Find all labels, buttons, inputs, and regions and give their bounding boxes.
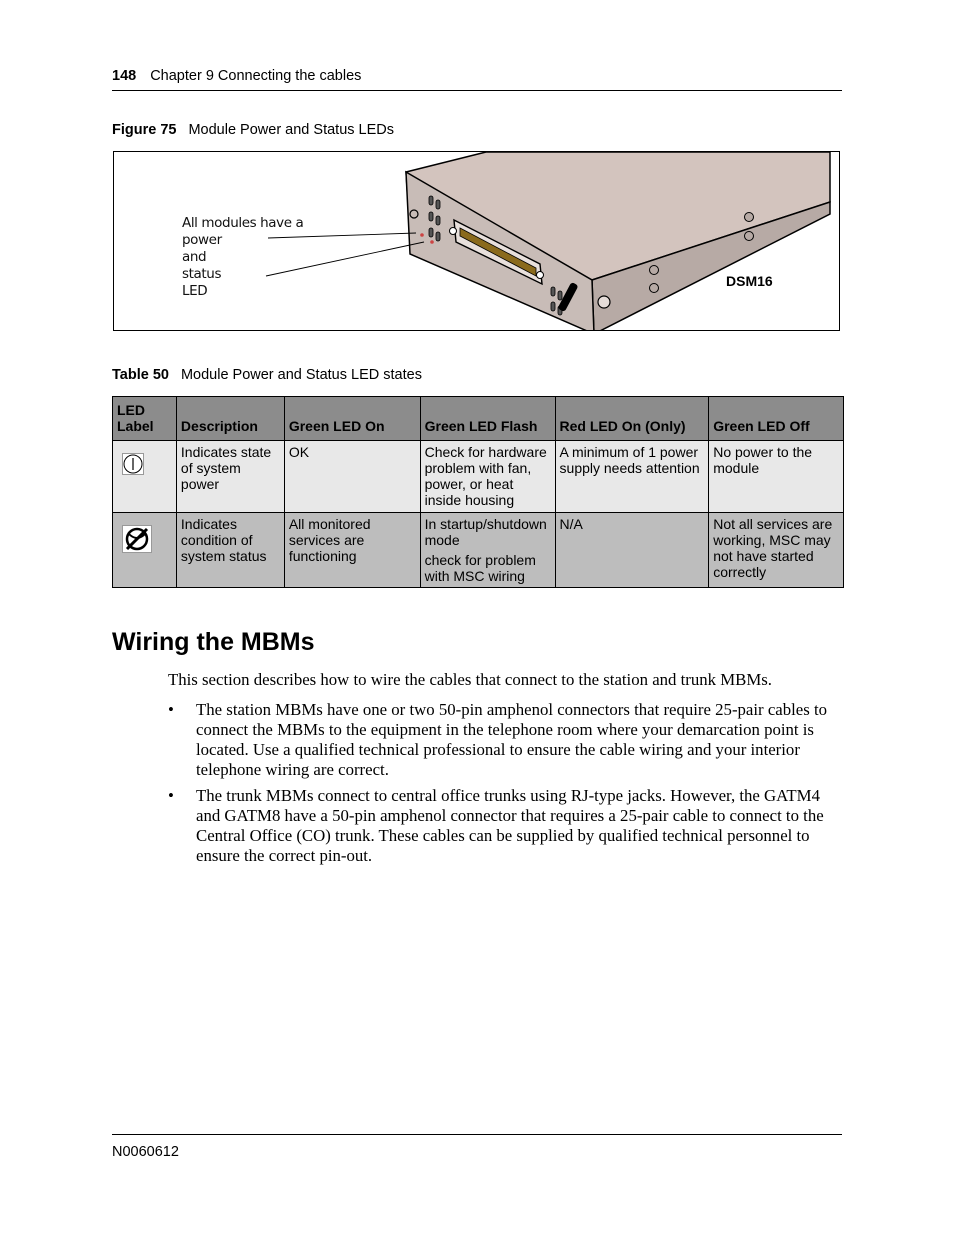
page-header — [112, 68, 361, 84]
col-header: Red LED On (Only) — [555, 397, 709, 441]
col-header: Green LED Flash — [420, 397, 555, 441]
figure-title: Module Power and Status LEDs — [188, 122, 394, 138]
bullet-marker: • — [168, 700, 174, 719]
col-header: Green LED On — [284, 397, 420, 441]
header-rule — [112, 90, 842, 91]
table-cell: OK — [284, 441, 420, 513]
col-header: Green LED Off — [709, 397, 844, 441]
bullet-marker: • — [168, 786, 174, 805]
table-cell-line: In startup/shutdown mode — [424, 516, 547, 548]
bullet-text: The trunk MBMs connect to central office trunks using RJ-type jacks. However, the GATM4 and GATM8 have a 50-pin amphenol connector that requires a 25-pair cable to connect to the Central Office (CO) trunk. These cables can be supplied by qualified technical personnel to ensure the correct pin-out. — [196, 786, 824, 865]
section-intro: This section describes how to wire the cables that connect to the station and trunk MBMs. — [168, 670, 772, 689]
status-icon — [122, 525, 152, 556]
led-label-cell — [113, 441, 177, 513]
figure-label: Figure 75 — [112, 122, 177, 138]
led-states-table — [112, 396, 844, 588]
table-cell — [420, 513, 555, 588]
module-figure — [113, 151, 840, 331]
col-header: LED Label — [113, 397, 177, 441]
document-number: N0060612 — [112, 1144, 179, 1160]
led-label-cell — [113, 513, 177, 588]
bullet-text: The station MBMs have one or two 50-pin amphenol connectors that require 25-pair cables to connect the MBMs to the equipment in the telephone room where your demarcation point is located. Use a qualified technical professional to ensure the cable wiring and your interior telephone wiring are correct. — [196, 700, 827, 779]
table-header-row — [113, 397, 844, 441]
table-row — [113, 513, 844, 588]
power-icon — [122, 453, 144, 478]
chapter-title: Chapter 9 Connecting the cables — [150, 68, 362, 84]
led-callout: All modules have a power and status LED — [182, 215, 304, 299]
table-cell: A minimum of 1 power supply needs attention — [555, 441, 709, 513]
table-cell: All monitored services are functioning — [284, 513, 420, 588]
module-name: DSM16 — [726, 273, 773, 289]
table-cell: Not all services are working, MSC may not have started correctly — [709, 513, 844, 588]
footer-rule — [112, 1134, 842, 1135]
table-cell: Indicates condition of system status — [176, 513, 284, 588]
table-title: Module Power and Status LED states — [180, 367, 422, 383]
table-cell: Indicates state of system power — [176, 441, 284, 513]
figure-caption — [112, 122, 394, 138]
table-label: Table 50 — [112, 367, 169, 383]
table-cell: N/A — [555, 513, 709, 588]
table-cell: Check for hardware problem with fan, power, or heat inside housing — [420, 441, 555, 513]
col-header: Description — [176, 397, 284, 441]
table-row — [113, 441, 844, 513]
table-cell: No power to the module — [709, 441, 844, 513]
page-number: 148 — [112, 68, 137, 84]
table-cell-line: check for problem with MSC wiring — [424, 552, 536, 584]
table-caption — [112, 367, 422, 383]
section-title: Wiring the MBMs — [112, 628, 315, 656]
